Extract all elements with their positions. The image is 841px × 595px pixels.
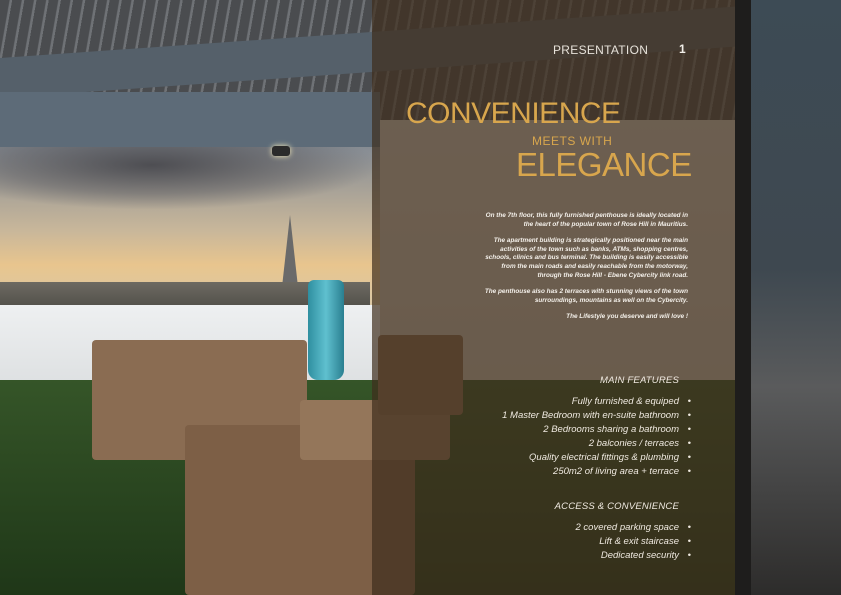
- intro-p2-start: The apartment building is strategically positioned near the main activities of the town such as: [493, 237, 688, 253]
- feature-text: 2 balconies / terraces: [588, 438, 679, 449]
- title-line-2: MEETS WITH: [532, 134, 613, 148]
- bullet-icon: •: [687, 466, 691, 477]
- ceiling-lamp: [272, 146, 290, 156]
- bullet-icon: •: [687, 424, 691, 435]
- bullet-icon: •: [687, 452, 691, 463]
- bullet-icon: •: [687, 536, 691, 547]
- intro-text: [480, 212, 688, 330]
- intro-paragraph-3: The penthouse also has 2 terraces with stunning views of the town surroundings, mountains as well on the Cybercity.: [484, 288, 688, 304]
- soffit: [0, 92, 380, 147]
- bullet-icon: •: [687, 550, 691, 561]
- door-frame: [735, 0, 751, 595]
- list-item: [502, 395, 691, 409]
- list-item: [575, 535, 691, 549]
- feature-text: Quality electrical fittings & plumbing: [529, 452, 679, 463]
- intro-paragraph-2: [480, 237, 688, 280]
- list-item: [502, 451, 691, 465]
- feature-text: Fully furnished & equiped: [571, 396, 679, 407]
- intro-p2-end: The building is easily accessible from the main roads and easily reachable from the motorway, through the Rose Hill - Ebene Cybercity link road.: [501, 254, 688, 279]
- intro-p2-highlight: banks, ATMs, shopping centres, schools, clinics and bus terminal.: [485, 245, 688, 262]
- intro-paragraph-4: The Lifestyle you deserve and will love !: [566, 313, 688, 321]
- access-list: [575, 521, 691, 563]
- list-item: [502, 423, 691, 437]
- title-line-3: ELEGANCE: [516, 146, 692, 183]
- main-features-list: [502, 395, 691, 479]
- bullet-icon: •: [687, 396, 691, 407]
- main-features-title: MAIN FEATURES: [600, 375, 679, 386]
- bullet-icon: •: [687, 410, 691, 421]
- list-item: [502, 409, 691, 423]
- bullet-icon: •: [687, 522, 691, 533]
- feature-text: 250m2 of living area + terrace: [553, 466, 679, 477]
- bullet-icon: •: [687, 438, 691, 449]
- access-title: ACCESS & CONVENIENCE: [554, 501, 679, 512]
- intro-paragraph-1: On the 7th floor, this fully furnished penthouse is ideally located in the heart of the popular town of Rose Hill in Mauritius.: [485, 212, 688, 228]
- list-item: [502, 465, 691, 479]
- title-line-1: CONVENIENCE: [406, 97, 621, 130]
- feature-text: 2 Bedrooms sharing a bathroom: [543, 424, 679, 435]
- list-item: [502, 437, 691, 451]
- access-text: Dedicated security: [600, 550, 679, 561]
- list-item: [575, 521, 691, 535]
- section-label: PRESENTATION: [553, 43, 649, 57]
- access-text: 2 covered parking space: [575, 522, 679, 533]
- page-number: 1: [679, 42, 686, 56]
- access-text: Lift & exit staircase: [599, 536, 679, 547]
- feature-text: 1 Master Bedroom with en-suite bathroom: [502, 410, 679, 421]
- list-item: [575, 549, 691, 563]
- turquoise-vase: [308, 280, 344, 380]
